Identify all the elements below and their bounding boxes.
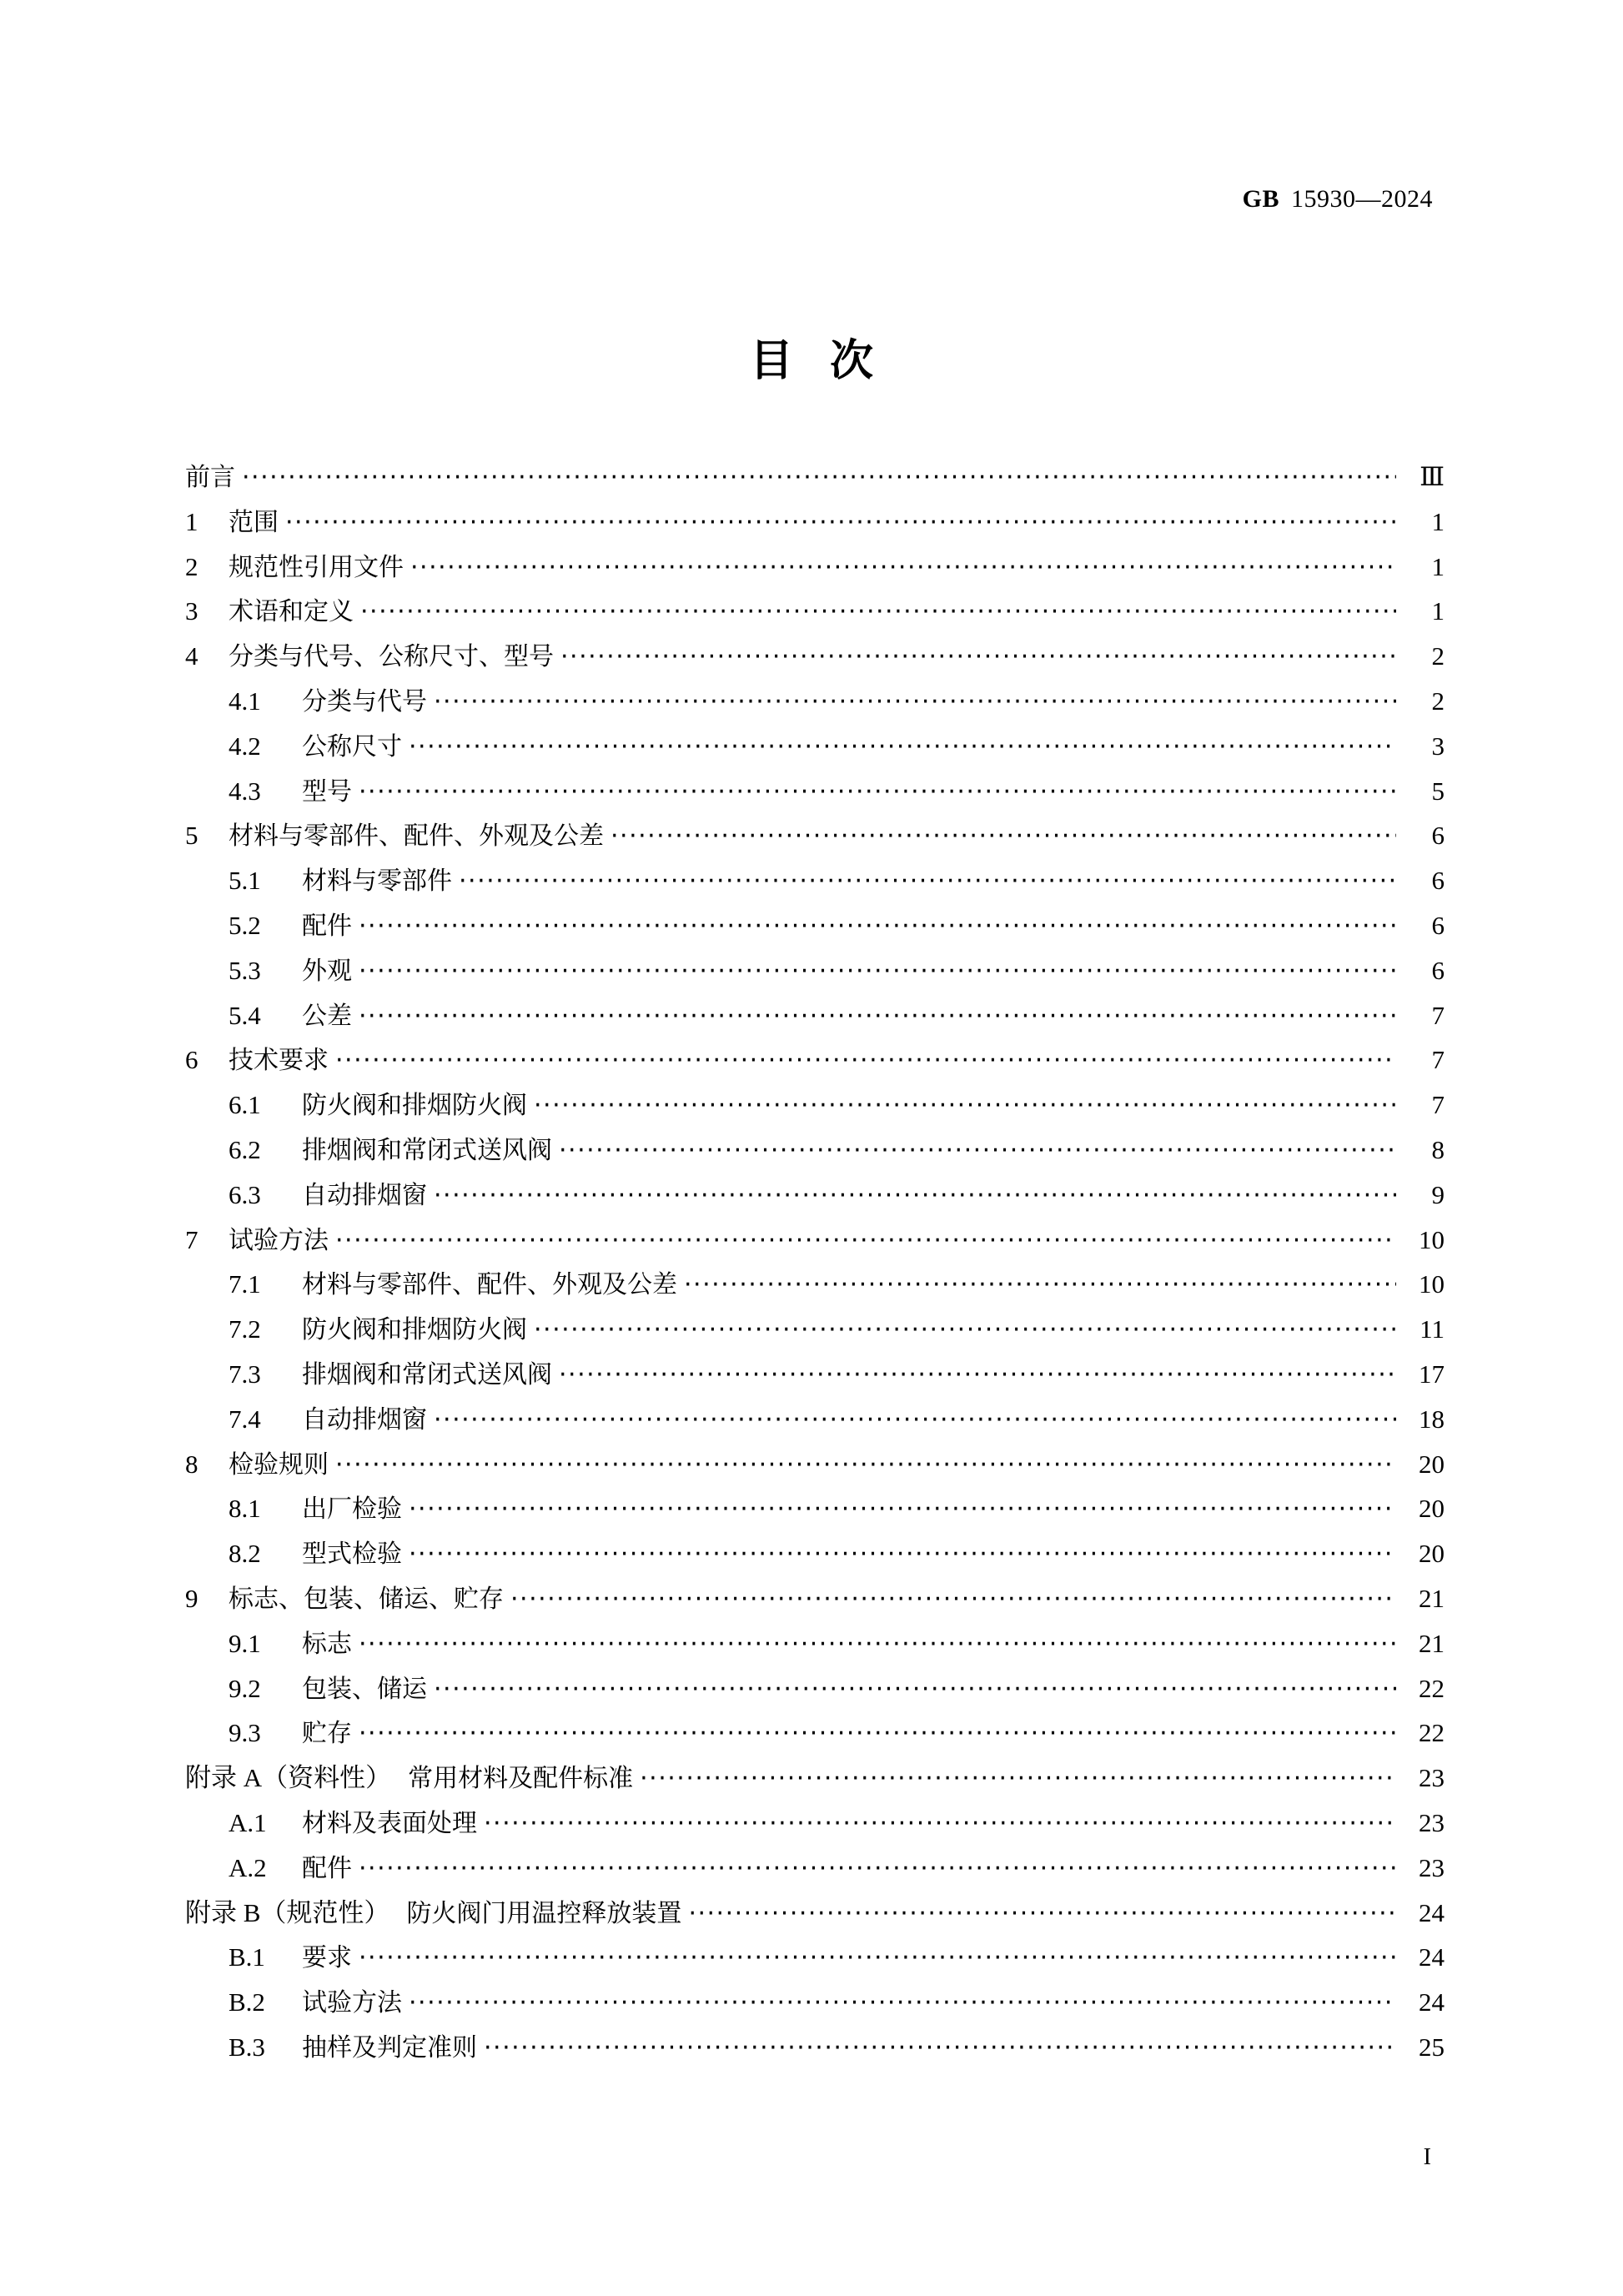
standard-number: 15930—2024: [1291, 185, 1433, 213]
toc-dot-leader: [409, 1991, 1396, 2017]
toc-entry-number: B.1: [229, 1942, 265, 1972]
toc-entry-label: 术语和定义: [229, 597, 354, 627]
toc-entry[interactable]: [229, 724, 1445, 769]
toc-entry[interactable]: [229, 1980, 1445, 2025]
toc-dot-leader: [684, 1273, 1396, 1299]
toc-entry-label: 公差: [302, 1001, 352, 1031]
toc-entry-label: 型号: [302, 776, 352, 806]
toc-entry-number: 5.2: [229, 910, 261, 940]
toc-dot-leader: [611, 824, 1396, 850]
toc-entry-number: 4.1: [229, 686, 261, 716]
toc-entry-page: 1: [1431, 596, 1445, 626]
toc-entry[interactable]: [229, 948, 1445, 993]
toc-entry-label: 规范性引用文件: [229, 552, 404, 582]
toc-entry[interactable]: [229, 1531, 1445, 1576]
toc-entry-number: 4.2: [229, 731, 261, 761]
toc-entry[interactable]: [185, 634, 1445, 679]
toc-entry-label: 包装、储运: [302, 1674, 427, 1704]
toc-entry-number: A.2: [229, 1852, 267, 1882]
toc-entry-page: 20: [1419, 1449, 1445, 1479]
toc-entry-number: 9: [185, 1583, 198, 1613]
toc-entry-number: 7.2: [229, 1314, 261, 1344]
toc-entry[interactable]: [229, 1486, 1445, 1531]
toc-entry[interactable]: [229, 1935, 1445, 1980]
toc-entry-label: 防火阀和排烟防火阀: [302, 1091, 527, 1121]
toc-entry[interactable]: [229, 769, 1445, 814]
toc-dot-leader: [560, 645, 1396, 671]
toc-entry-page: 21: [1419, 1628, 1445, 1658]
toc-entry-label: 配件: [302, 1853, 352, 1883]
toc-entry-page: 7: [1431, 1000, 1445, 1030]
toc-entry[interactable]: [229, 993, 1445, 1038]
toc-dot-leader: [285, 510, 1396, 536]
toc-entry-page: 6: [1431, 910, 1445, 940]
toc-entry-label: 防火阀和排烟防火阀: [302, 1315, 527, 1345]
toc-entry-number: 3: [185, 596, 198, 626]
toc-entry-page: 20: [1419, 1494, 1445, 1524]
toc-entry-label: 材料及表面处理: [302, 1808, 477, 1838]
toc-entry-page: 9: [1431, 1179, 1445, 1209]
toc-entry-number: 6.1: [229, 1090, 261, 1120]
toc-entry-number: B.3: [229, 2032, 265, 2062]
toc-entry-page: 21: [1419, 1583, 1445, 1613]
toc-entry-label: 试验方法: [302, 1988, 402, 2018]
toc-entry[interactable]: [229, 679, 1445, 724]
toc-entry-number: 6: [185, 1045, 198, 1075]
toc-entry-label: 排烟阀和常闭式送风阀: [302, 1135, 552, 1165]
toc-entry-page: 5: [1431, 776, 1445, 806]
toc-entry[interactable]: [185, 1756, 1445, 1801]
toc-entry-page: 25: [1419, 2032, 1445, 2062]
toc-entry-label: 分类与代号: [302, 686, 427, 716]
toc-entry[interactable]: [229, 1621, 1445, 1666]
toc-dot-leader: [434, 1677, 1396, 1703]
toc-entry-page: 11: [1419, 1314, 1445, 1344]
toc-entry[interactable]: [229, 1262, 1445, 1307]
toc-entry-page: 18: [1419, 1404, 1445, 1434]
toc-entry-label: 公称尺寸: [302, 731, 402, 761]
toc-entry-number: 5.3: [229, 955, 261, 985]
toc-entry-label: 材料与零部件、配件、外观及公差: [302, 1270, 677, 1300]
toc-entry-number: 6.2: [229, 1134, 261, 1164]
toc-dot-leader: [459, 869, 1396, 895]
toc-dot-leader: [534, 1318, 1396, 1344]
toc-dot-leader: [359, 1721, 1396, 1747]
toc-entry[interactable]: [185, 589, 1445, 634]
toc-entry-page: 6: [1431, 955, 1445, 985]
toc-entry[interactable]: [185, 500, 1445, 545]
toc-entry-page: 24: [1419, 1942, 1445, 1972]
page-number-footer: I: [1423, 2144, 1431, 2170]
page-title: 目次: [749, 336, 910, 386]
toc-entry-number: 7: [185, 1224, 198, 1254]
toc-entry-label: 排烟阀和常闭式送风阀: [302, 1359, 552, 1389]
toc-entry-label: 范围: [229, 507, 279, 537]
toc-entry[interactable]: [185, 1442, 1445, 1487]
toc-dot-leader: [510, 1587, 1396, 1613]
toc-entry-label: 外观: [302, 956, 352, 986]
toc-entry-number: 9.3: [229, 1718, 261, 1748]
toc-dot-leader: [335, 1048, 1396, 1074]
toc-dot-leader: [359, 914, 1396, 940]
toc-entry[interactable]: [229, 2025, 1445, 2070]
toc-entry-number: 7.3: [229, 1359, 261, 1389]
toc-dot-leader: [434, 690, 1396, 716]
toc-entry-number: A.1: [229, 1807, 267, 1837]
toc-entry-label: 分类与代号、公称尺寸、型号: [229, 642, 554, 672]
toc-entry-page: 20: [1419, 1539, 1445, 1569]
toc-entry[interactable]: [185, 1576, 1445, 1621]
toc-entry[interactable]: [229, 1846, 1445, 1891]
toc-entry[interactable]: [185, 1037, 1445, 1083]
toc-dot-leader: [359, 1856, 1396, 1882]
toc-dot-leader: [484, 1811, 1396, 1837]
toc-entry-page: 10: [1419, 1224, 1445, 1254]
toc-dot-leader: [640, 1766, 1396, 1792]
toc-entry-number: 附录 A（资料性）: [185, 1763, 392, 1793]
toc-entry[interactable]: [229, 1083, 1445, 1128]
toc-entry-number: 7.1: [229, 1269, 261, 1299]
toc-entry-label: 材料与零部件、配件、外观及公差: [229, 821, 604, 852]
toc-dot-leader: [534, 1093, 1396, 1119]
toc-entry-number: 4: [185, 641, 198, 671]
toc-entry-number: 5.4: [229, 1000, 261, 1030]
toc-dot-leader: [359, 780, 1396, 806]
toc-dot-leader: [559, 1363, 1396, 1389]
toc-entry[interactable]: [185, 1891, 1445, 1936]
toc-entry-page: 6: [1431, 821, 1445, 851]
toc-entry-number: 7.4: [229, 1404, 261, 1434]
toc-entry-label: 自动排烟窗: [302, 1180, 427, 1210]
table-of-contents: [185, 455, 1445, 2070]
toc-entry[interactable]: [229, 1666, 1445, 1711]
standard-prefix: GB: [1242, 185, 1279, 213]
toc-entry-label: 型式检验: [302, 1540, 402, 1570]
toc-dot-leader: [359, 959, 1396, 985]
page-header: [1243, 185, 1433, 214]
toc-entry-page: 2: [1431, 641, 1445, 671]
toc-dot-leader: [359, 1946, 1396, 1972]
toc-entry[interactable]: [229, 1711, 1445, 1756]
toc-entry-page: 6: [1431, 866, 1445, 896]
toc-entry[interactable]: [229, 1173, 1445, 1218]
toc-entry-label: 配件: [302, 911, 352, 941]
toc-entry-page: 23: [1419, 1763, 1445, 1793]
toc-entry-page: 8: [1431, 1134, 1445, 1164]
toc-entry-number: 8: [185, 1449, 198, 1479]
toc-entry-label: 常用材料及配件标准: [408, 1764, 634, 1794]
toc-entry[interactable]: [229, 1397, 1445, 1442]
toc-entry[interactable]: [229, 1307, 1445, 1352]
toc-entry-label: 材料与零部件: [302, 867, 452, 897]
toc-dot-leader: [484, 2036, 1396, 2062]
toc-entry-label: 标志: [302, 1629, 352, 1659]
toc-entry-label: 技术要求: [229, 1046, 329, 1076]
toc-entry-number: 2: [185, 551, 198, 581]
toc-entry-page: 2: [1431, 686, 1445, 716]
toc-dot-leader: [335, 1228, 1396, 1254]
toc-entry-label: 检验规则: [229, 1449, 329, 1480]
toc-entry[interactable]: [229, 1801, 1445, 1846]
toc-entry-page: 22: [1419, 1718, 1445, 1748]
toc-entry-page: 10: [1419, 1269, 1445, 1299]
toc-entry-number: 8.1: [229, 1494, 261, 1524]
toc-entry-page: 1: [1431, 551, 1445, 581]
toc-entry-page: 1: [1431, 506, 1445, 536]
toc-entry-number: 8.2: [229, 1539, 261, 1569]
toc-entry[interactable]: [229, 858, 1445, 903]
toc-entry[interactable]: [185, 455, 1445, 500]
toc-entry-page: 23: [1419, 1807, 1445, 1837]
toc-entry[interactable]: [185, 813, 1445, 858]
toc-entry-page: 3: [1431, 731, 1445, 761]
toc-dot-leader: [359, 1004, 1396, 1030]
toc-entry-number: 6.3: [229, 1179, 261, 1209]
toc-entry[interactable]: [185, 1218, 1445, 1263]
toc-dot-leader: [335, 1453, 1396, 1479]
toc-entry[interactable]: [185, 545, 1445, 590]
toc-entry-number: 5.1: [229, 866, 261, 896]
toc-entry[interactable]: [229, 1128, 1445, 1173]
toc-entry-number: B.2: [229, 1987, 265, 2017]
toc-entry-number: 9.1: [229, 1628, 261, 1658]
toc-dot-leader: [360, 600, 1396, 625]
toc-entry-label: 贮存: [302, 1719, 352, 1749]
toc-dot-leader: [434, 1183, 1396, 1209]
toc-entry-label: 自动排烟窗: [302, 1404, 427, 1434]
toc-entry[interactable]: [229, 1352, 1445, 1397]
toc-entry-label: 要求: [302, 1943, 352, 1973]
toc-entry-number: 1: [185, 506, 198, 536]
toc-entry-number: 9.2: [229, 1673, 261, 1703]
toc-dot-leader: [409, 735, 1396, 761]
toc-entry-label: 出厂检验: [302, 1495, 402, 1525]
toc-entry-number: 4.3: [229, 776, 261, 806]
toc-dot-leader: [688, 1902, 1396, 1927]
toc-entry-page: 23: [1419, 1852, 1445, 1882]
toc-entry-page: 7: [1431, 1090, 1445, 1120]
toc-entry-page: 7: [1431, 1045, 1445, 1075]
toc-dot-leader: [409, 1542, 1396, 1568]
toc-entry-number: 5: [185, 821, 198, 851]
toc-entry-label: 标志、包装、储运、贮存: [229, 1584, 504, 1614]
toc-dot-leader: [242, 465, 1396, 491]
toc-dot-leader: [559, 1138, 1396, 1164]
toc-dot-leader: [410, 555, 1396, 581]
toc-dot-leader: [359, 1632, 1396, 1658]
toc-dot-leader: [409, 1497, 1396, 1523]
toc-entry-label: 试验方法: [229, 1225, 329, 1255]
toc-entry-label: 抽样及判定准则: [302, 2032, 477, 2062]
toc-dot-leader: [434, 1408, 1396, 1434]
toc-entry-label: 防火阀门用温控释放装置: [406, 1898, 682, 1928]
toc-entry-page: 24: [1419, 1897, 1445, 1927]
toc-entry-page: 24: [1419, 1987, 1445, 2017]
toc-entry-label: 前言: [185, 463, 235, 492]
toc-entry[interactable]: [229, 903, 1445, 948]
toc-entry-number: 附录 B（规范性）: [185, 1897, 390, 1927]
toc-entry-page: 22: [1419, 1673, 1445, 1703]
toc-entry-page: 17: [1419, 1359, 1445, 1389]
toc-entry-page: Ⅲ: [1419, 462, 1445, 491]
